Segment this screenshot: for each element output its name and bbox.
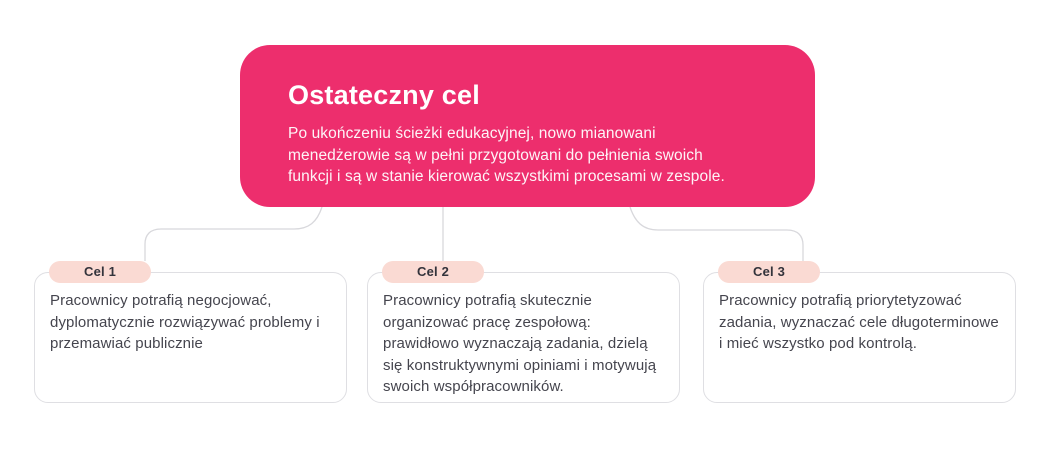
- connector-cel3: [630, 207, 803, 261]
- goal-badge-1: Cel 1: [49, 261, 151, 283]
- goal-text-2: Pracownicy potrafią skutecznie organizować pracę zespołową: prawidłowo wyznaczają zadania, dzielą się konstruktywnymi opiniami i motywują swoich współpracowników.: [383, 292, 657, 395]
- goal-badge-2: Cel 2: [382, 261, 484, 283]
- final-goal-description: Po ukończeniu ścieżki edukacyjnej, nowo mianowani menedżerowie są w pełni przygotowani do pełnienia swoich funkcji i są w stanie kierować wszystkimi procesami w zespole.: [288, 125, 725, 185]
- goal-text-1: Pracownicy potrafią negocjować, dyplomatycznie rozwiązywać problemy i przemawiać publicznie: [50, 292, 320, 352]
- final-goal-card: [240, 45, 815, 207]
- goal-card-2: [367, 264, 680, 403]
- goal-card-3: [703, 264, 1016, 403]
- goal-card-1: [34, 264, 347, 403]
- connector-cel1: [145, 207, 322, 261]
- goal-text-3: Pracownicy potrafią priorytetyzować zadania, wyznaczać cele długoterminowe i mieć wszystko pod kontrolą.: [719, 292, 999, 352]
- goal-badge-3: Cel 3: [718, 261, 820, 283]
- final-goal-title: Ostateczny cel: [288, 80, 480, 110]
